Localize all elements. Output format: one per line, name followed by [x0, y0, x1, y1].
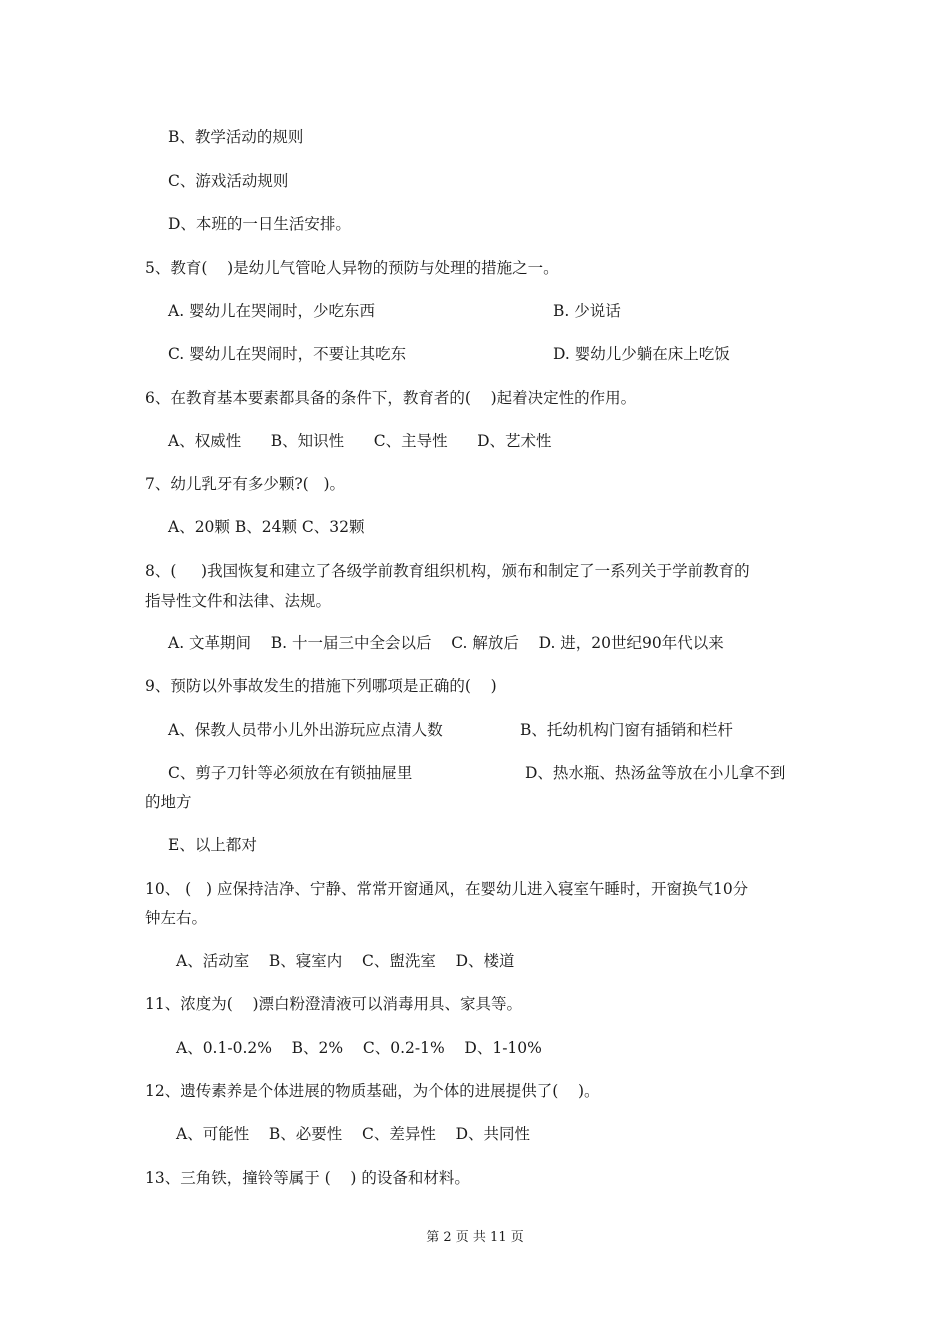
question-8-options: A. 文革期间 B. 十一届三中全会以后 C. 解放后 D. 进，20世纪90年代以来 [168, 634, 724, 652]
question-8-line1: 8、( )我国恢复和建立了各级学前教育组织机构，颁布和制定了一系列关于学前教育的 [145, 562, 750, 580]
option-4c: C、游戏活动规则 [168, 172, 289, 190]
option-4b: B、教学活动的规则 [168, 128, 304, 146]
question-9: 9、预防以外事故发生的措施下列哪项是正确的( ) [145, 677, 497, 695]
question-11: 11、浓度为( )漂白粉澄清液可以消毒用具、家具等。 [145, 995, 523, 1013]
question-6-options: A、权威性 B、知识性 C、主导性 D、艺术性 [168, 432, 552, 450]
question-8-line2: 指导性文件和法律、法规。 [145, 592, 332, 610]
question-7-options: A、20颗 B、24颗 C、32颗 [168, 518, 365, 536]
question-11-options: A、0.1-0.2% B、2% C、0.2-1% D、1-10% [176, 1039, 542, 1057]
question-10-line1: 10、 ( ) 应保持洁净、宁静、常常开窗通风，在婴幼儿进入寝室午睡时，开窗换气10分 [145, 880, 749, 898]
option-9e: E、以上都对 [168, 836, 257, 854]
question-10-options: A、活动室 B、寝室内 C、盥洗室 D、楼道 [176, 952, 515, 970]
option-9d: D、热水瓶、热汤盆等放在小儿拿不到 [525, 764, 786, 782]
option-9b: B、托幼机构门窗有插销和栏杆 [520, 721, 733, 739]
question-7: 7、幼儿乳牙有多少颗?( )。 [145, 475, 346, 493]
option-9c: C、剪子刀针等必须放在有锁抽屉里 [168, 764, 413, 782]
option-9d-continuation: 的地方 [145, 793, 192, 811]
option-5b: B. 少说话 [553, 302, 621, 320]
question-12-options: A、可能性 B、必要性 C、差异性 D、共同性 [176, 1125, 530, 1143]
question-12: 12、遗传素养是个体进展的物质基础，为个体的进展提供了( )。 [145, 1082, 600, 1100]
page-footer: 第 2 页 共 11 页 [426, 1230, 524, 1245]
option-9a: A、保教人员带小儿外出游玩应点清人数 [168, 721, 443, 739]
question-13: 13、三角铁，撞铃等属于 ( ) 的设备和材料。 [145, 1169, 470, 1187]
option-4d: D、本班的一日生活安排。 [168, 215, 351, 233]
question-5: 5、教育( )是幼儿气管呛人异物的预防与处理的措施之一。 [145, 259, 559, 277]
option-5a: A. 婴幼儿在哭闹时，少吃东西 [168, 302, 376, 320]
question-10-line2: 钟左右。 [145, 909, 208, 927]
question-6: 6、在教育基本要素都具备的条件下，教育者的( )起着决定性的作用。 [145, 389, 637, 407]
option-5d: D. 婴幼儿少躺在床上吃饭 [553, 345, 730, 363]
option-5c: C. 婴幼儿在哭闹时，不要让其吃东 [168, 345, 407, 363]
